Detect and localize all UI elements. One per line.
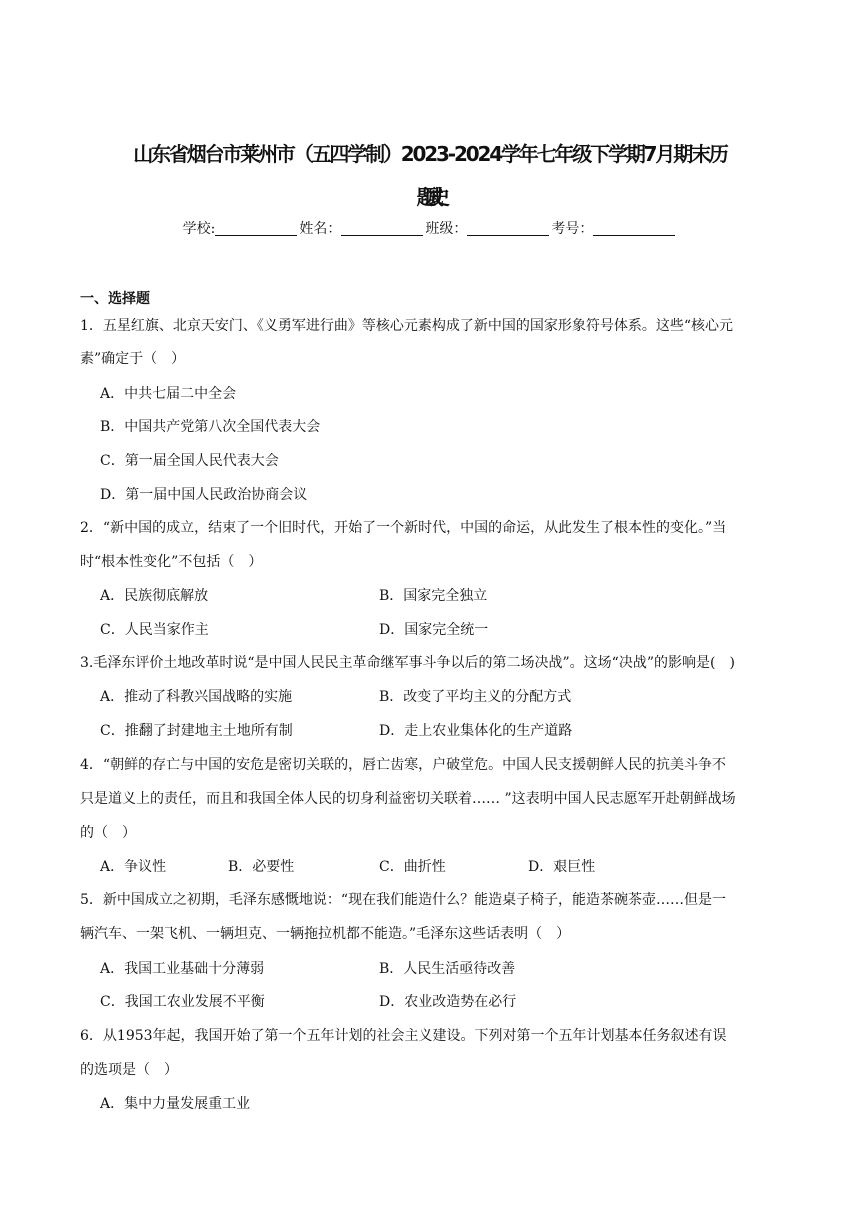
option-d[interactable]: D．艰巨性 xyxy=(528,859,596,875)
option-b[interactable]: B．中国共产党第八次全国代表大会 xyxy=(100,419,321,435)
exam-title-line2 xyxy=(0,181,860,210)
option-c[interactable]: C．我国工农业发展不平衡 xyxy=(100,994,265,1010)
option-b[interactable]: B．改变了平均主义的分配方式 xyxy=(379,689,572,705)
option-b[interactable]: B．必要性 xyxy=(228,859,295,875)
class-blank[interactable] xyxy=(467,221,549,236)
question-text: 2．“新中国的成立，结束了一个旧时代，开始了一个新时代，中国的命运，从此发生了根本性的变化。”当 xyxy=(80,520,727,536)
name-label: 姓名： xyxy=(299,221,342,237)
question-text: 时“根本性变化”不包括（ ） xyxy=(80,554,263,570)
question-text: 1．五星红旗、北京天安门、《义勇军进行曲》等核心元素构成了新中国的国家形象符号体系。这些“核心元 xyxy=(80,318,734,334)
question-text: 只是道义上的责任，而且和我国全体人民的切身利益密切关联着…… ”这表明中国人民志愿军开赴朝鲜战场 xyxy=(80,791,736,807)
option-c[interactable]: C．推翻了封建地主土地所有制 xyxy=(100,723,293,739)
option-b[interactable]: B．人民生活亟待改善 xyxy=(379,961,516,977)
option-a[interactable]: A．争议性 xyxy=(100,859,167,875)
name-blank[interactable] xyxy=(341,221,423,236)
question-text: 5．新中国成立之初期，毛泽东感慨地说：“现在我们能造什么？能造桌子椅子，能造茶碗茶壶……但是一 xyxy=(80,892,727,908)
question-text: 的（ ） xyxy=(80,825,136,841)
option-a[interactable]: A．民族彻底解放 xyxy=(100,588,209,604)
exam-number-blank[interactable] xyxy=(593,221,675,236)
option-a[interactable]: A．我国工业基础十分薄弱 xyxy=(100,961,265,977)
question-text: 4．“朝鲜的存亡与中国的安危是密切关联的，唇亡齿寒，户破堂危。中国人民支援朝鲜人民的抗美斗争不 xyxy=(80,757,727,773)
option-d[interactable]: D．第一届中国人民政治协商会议 xyxy=(100,487,308,503)
option-d[interactable]: D．国家完全统一 xyxy=(379,622,489,638)
option-a[interactable]: A．集中力量发展重工业 xyxy=(100,1096,251,1112)
option-a[interactable]: A．中共七届二中全会 xyxy=(100,386,237,402)
question-text: 6．从1953年起，我国开始了第一个五年计划的社会主义建设。下列对第一个五年计划基本任务叙述有误 xyxy=(80,1028,727,1044)
school-blank[interactable] xyxy=(215,221,297,236)
exam-number-label: 考号： xyxy=(551,221,594,237)
student-info-line xyxy=(0,218,860,238)
option-d[interactable]: D．农业改造势在必行 xyxy=(379,994,517,1010)
option-c[interactable]: C．曲折性 xyxy=(379,859,446,875)
option-a[interactable]: A．推动了科教兴国战略的实施 xyxy=(100,689,293,705)
option-d[interactable]: D．走上农业集体化的生产道路 xyxy=(379,723,573,739)
school-label: 学校: xyxy=(182,221,216,237)
class-label: 班级： xyxy=(425,221,468,237)
question-text: 素”确定于（ ） xyxy=(80,351,186,367)
exam-title-line1: 山东省烟台市莱州市（五四学制）2023-2024学年七年级下学期7月期末历 xyxy=(133,142,727,166)
question-text: 辆汽车、一架飞机、一辆坦克、一辆拖拉机都不能造。”毛泽东这些话表明（ ） xyxy=(80,926,571,942)
question-text: 的选项是（ ） xyxy=(80,1062,178,1078)
option-c[interactable]: C．第一届全国人民代表大会 xyxy=(100,453,279,469)
option-b[interactable]: B．国家完全独立 xyxy=(379,588,488,604)
option-c[interactable]: C．人民当家作主 xyxy=(100,622,209,638)
question-text: 3.毛泽东评价土地改革时说“是中国人民民主革命继军事斗争以后的第二场决战”。这场“决战”的影响是( ) xyxy=(80,655,735,671)
section-heading: 一、选择题 xyxy=(80,291,150,307)
